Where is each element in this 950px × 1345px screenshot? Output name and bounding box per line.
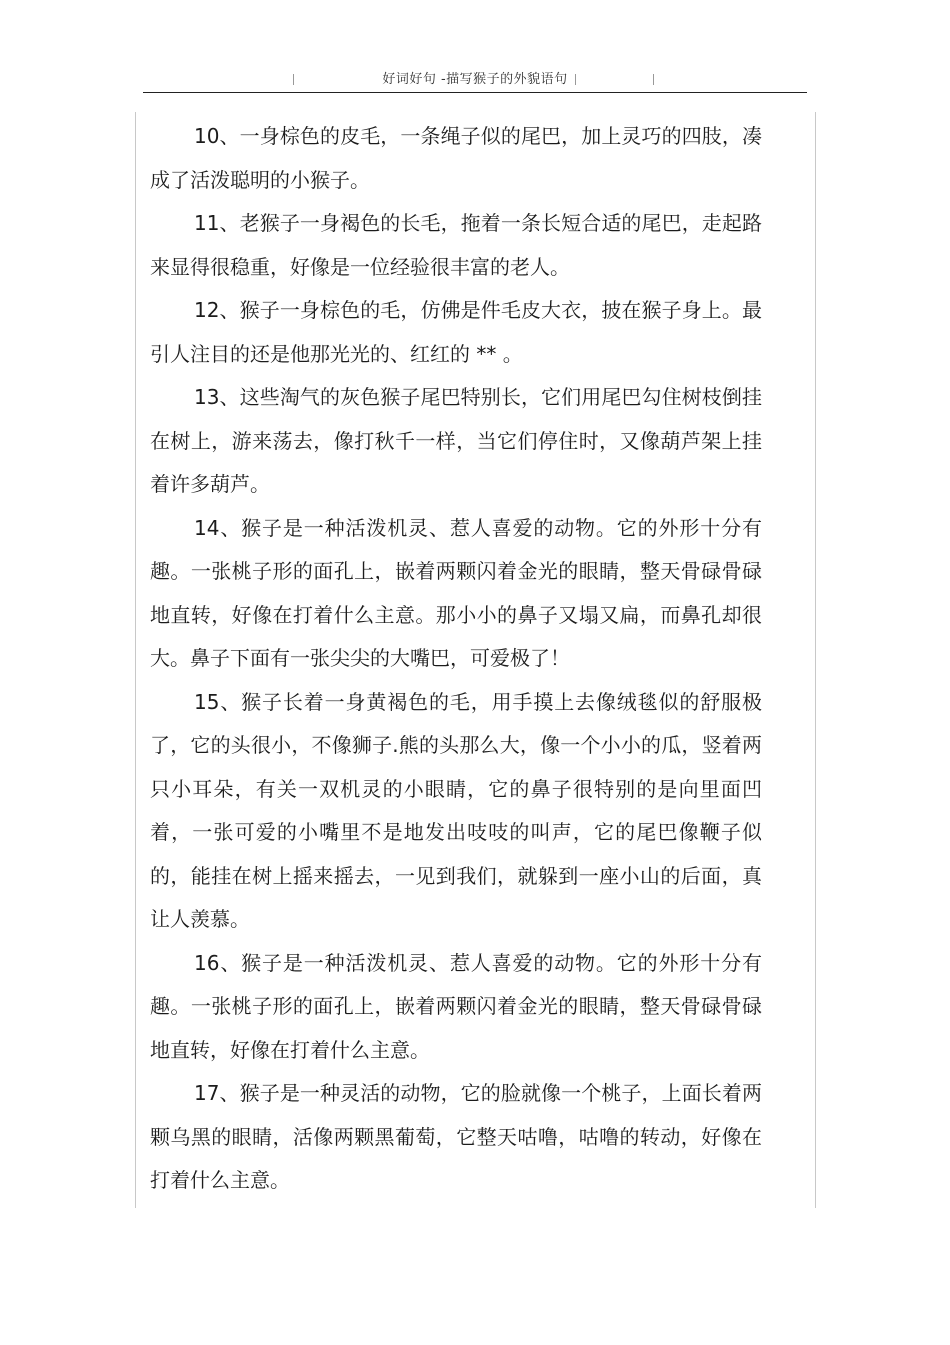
paragraph-13: 13、这些淘气的灰色猴子尾巴特别长，它们用尾巴勾住树枝倒挂在树上，游来荡去，像打秋千一样，当它们停住时，又像葫芦架上挂着许多葫芦。 <box>150 385 762 496</box>
paragraph-17: 17、猴子是一种灵活的动物，它的脸就像一个桃子，上面长着两颗乌黑的眼睛，活像两颗黑葡萄，它整天咕噜，咕噜的转动，好像在打着什么主意。 <box>150 1081 762 1192</box>
header-title: 好词好句 -描写猴子的外貌语句 <box>382 72 568 87</box>
paragraph-12: 12、猴子一身棕色的毛，仿佛是件毛皮大衣，披在猴子身上。最引人注目的还是他那光光的、红红的 ** 。 <box>150 298 762 366</box>
paragraph-11: 11、老猴子一身褐色的长毛，拖着一条长短合适的尾巴，走起路来显得很稳重，好像是一位经验很丰富的老人。 <box>150 211 762 279</box>
header-tick-mark <box>575 74 576 85</box>
page-header <box>143 62 807 93</box>
paragraph-15: 15、猴子长着一身黄褐色的毛，用手摸上去像绒毯似的舒服极了，它的头很小，不像狮子.熊的头那么大，像一个小小的瓜，竖着两只小耳朵，有关一双机灵的小眼睛，它的鼻子很特别的是向里面凹着，一张可爱的小嘴里不是地发出吱吱的叫声，它的尾巴像鞭子似的，能挂在树上摇来摇去，一见到我们，就躲到一座小山的后面，真让人羡慕。 <box>150 689 762 931</box>
paragraph-14: 14、猴子是一种活泼机灵、惹人喜爱的动物。它的外形十分有趣。一张桃子形的面孔上，嵌着两颗闪着金光的眼睛，整天骨碌骨碌地直转，好像在打着什么主意。那小小的鼻子又塌又扁，而鼻孔却很大。鼻子下面有一张尖尖的大嘴巴，可爱极了！ <box>150 515 762 670</box>
header-tick-mark <box>653 74 654 85</box>
right-margin-line <box>815 112 816 1208</box>
left-margin-line <box>135 112 136 1208</box>
document-body <box>150 115 762 1203</box>
paragraph-10: 10、一身棕色的皮毛，一条绳子似的尾巴，加上灵巧的四肢，凑成了活泼聪明的小猴子。 <box>150 124 762 192</box>
paragraph-16: 16、猴子是一种活泼机灵、惹人喜爱的动物。它的外形十分有趣。一张桃子形的面孔上，嵌着两颗闪着金光的眼睛，整天骨碌骨碌地直转，好像在打着什么主意。 <box>150 950 762 1062</box>
